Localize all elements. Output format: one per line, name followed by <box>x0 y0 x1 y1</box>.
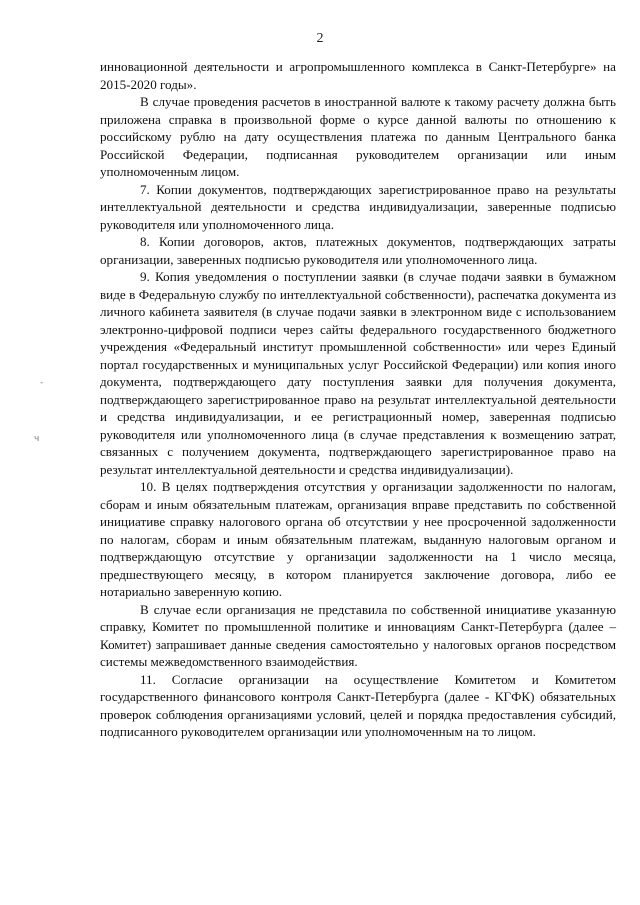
paragraph-item-9: 9. Копия уведомления о поступлении заявки (в случае подачи заявки в бумажном виде в Федеральную службу по интеллектуальной собственности), распечатка документа из личного кабинета заявителя (в случае подачи заявки в электронном виде с использованием электронно-цифровой подписи через сайты федерального государственного бюджетного учреждения «Федеральный институт промышленной собственности» или через Единый портал государственных и муниципальных услуг Российской Федерации) или копия иного документа, подтверждающего дату поступления заявки для получения документа, подтверждающего зарегистрированное право на результат интеллектуальной деятельности и средства индивидуализации, и ее регистрационный номер, заверенная подписью руководителя или уполномоченного лица (в случае представления к возмещению затрат, связанных с получением документа, подтверждающего зарегистрированное право на результат интеллектуальной деятельности и средства индивидуализации). <box>100 269 616 477</box>
margin-mark: - <box>40 378 44 388</box>
paragraph-item-11: 11. Согласие организации на осуществление Комитетом и Комитетом государственного финансового контроля Санкт-Петербурга (далее - КГФК) обязательных проверок соблюдения организациями условий, целей и порядка предоставления субсидий, подписанного руководителем организации или уполномоченным на то лицом. <box>100 671 616 739</box>
paragraph-item-7: 7. Копии документов, подтверждающих зарегистрированное право на результаты интеллектуальной деятельности и средства индивидуализации, заверенные подписью руководителя или уполномоченного лица. <box>100 181 616 232</box>
page-number: 2 <box>316 31 324 46</box>
paragraph: инновационной деятельности и агропромышленного комплекса в Санкт-Петербурге» на 2015-2020 годы». <box>100 59 616 92</box>
paragraph: В случае если организация не представила по собственной инициативе указанную справку, Комитет по промышленной политике и инновациям Санкт-Петербурга (далее – Комитет) запрашивает данные сведения самостоятельно у налоговых органов посредством системы межведомственного взаимодействия. <box>100 601 616 669</box>
paragraph-item-8: 8. Копии договоров, актов, платежных документов, подтверждающих затраты организации, заверенных подписью руководителя или уполномоченного лица. <box>100 234 616 267</box>
margin-mark: ч <box>34 434 40 444</box>
paragraph-item-10: 10. В целях подтверждения отсутствия у организации задолженности по налогам, сборам и иным обязательным платежам, организация вправе представить по собственной инициативе справку налогового органа об отсутствии у нее просроченной задолженности по налогам, сборам и иным обязательным платежам, выданную налоговым органом и подтверждающую отсутствие у организации задолженности на 1 число месяца, предшествующего месяцу, в котором планируется заключение договора, либо ее нотариально заверенную копию. <box>100 479 616 599</box>
document-body <box>100 58 616 741</box>
paragraph: В случае проведения расчетов в иностранной валюте к такому расчету должна быть приложена справка в произвольной форме о курсе данной валюты по отношению к российскому рублю на дату осуществления платежа по данным Центрального банка Российской Федерации, подписанная руководителем организации или иным уполномоченным лицом. <box>100 94 616 179</box>
